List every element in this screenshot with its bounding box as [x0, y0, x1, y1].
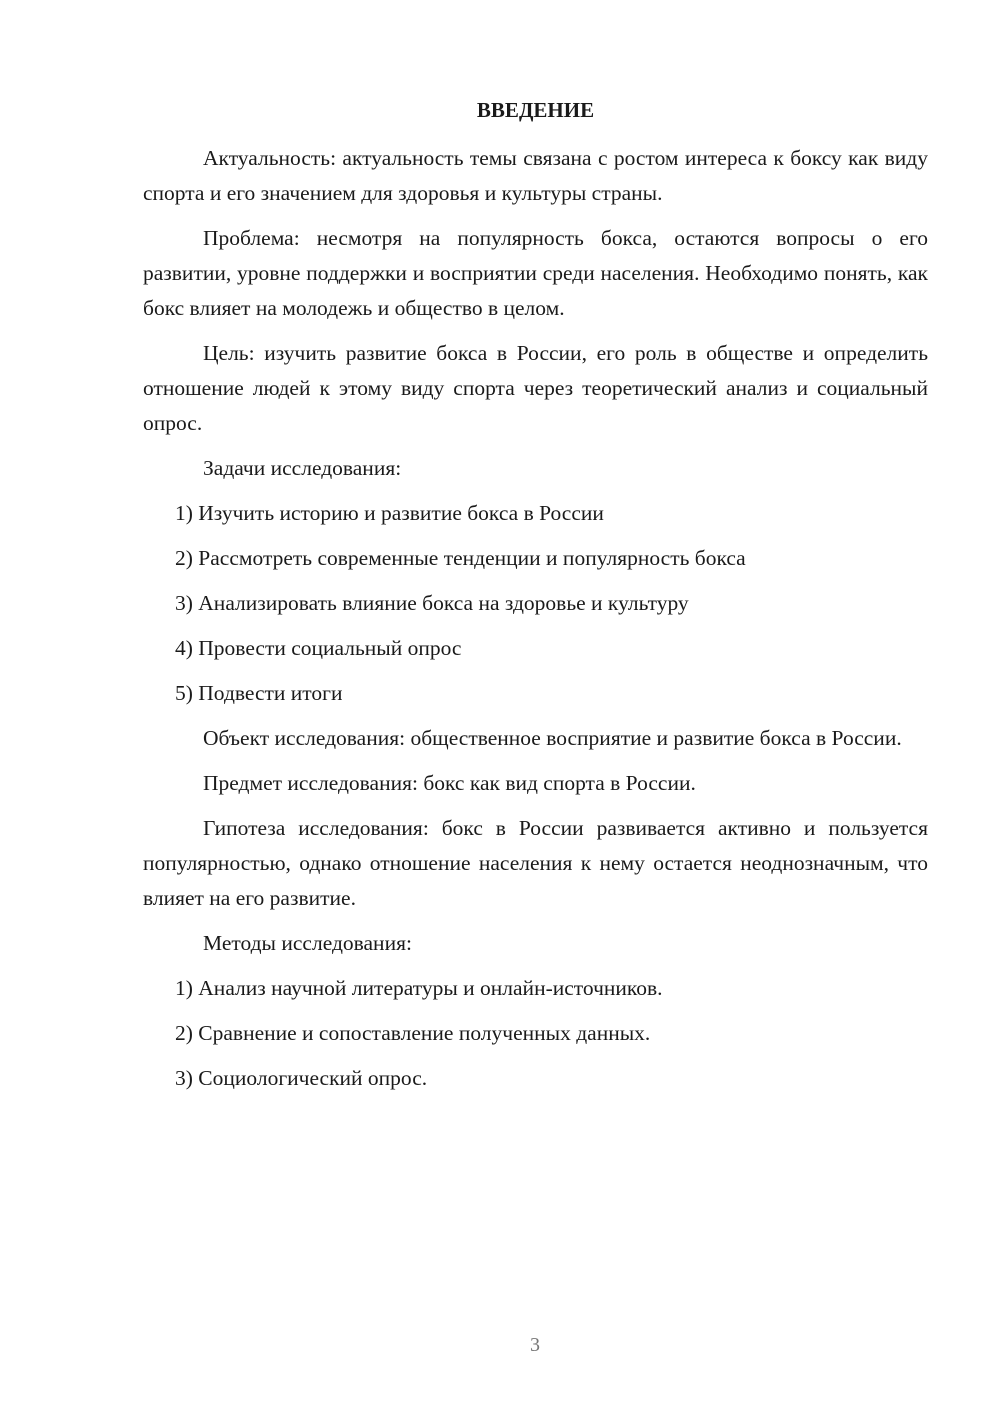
hypothesis-paragraph: Гипотеза исследования: бокс в России развивается активно и пользуется популярностью, однако отношение населения к нему остается неоднозначным, что влияет на его развитие.	[143, 816, 928, 910]
task-item: 5) Подвести итоги	[175, 681, 343, 705]
section-heading: ВВЕДЕНИЕ	[476, 98, 595, 122]
task-item: 3) Анализировать влияние бокса на здоровье и культуру	[175, 591, 689, 615]
methods-title: Методы исследования:	[203, 931, 412, 955]
subject-paragraph: Предмет исследования: бокс как вид спорта в России.	[203, 771, 696, 795]
task-item: 1) Изучить историю и развитие бокса в России	[175, 501, 604, 525]
relevance-paragraph: Актуальность: актуальность темы связана с ростом интереса к боксу как виду спорта и его значением для здоровья и культуры страны.	[143, 146, 928, 205]
tasks-title: Задачи исследования:	[203, 456, 402, 480]
method-item: 3) Социологический опрос.	[175, 1066, 428, 1090]
method-item: 1) Анализ научной литературы и онлайн-источников.	[175, 976, 663, 1000]
task-item: 2) Рассмотреть современные тенденции и популярность бокса	[175, 546, 746, 570]
problem-paragraph: Проблема: несмотря на популярность бокса, остаются вопросы о его развитии, уровне поддержки и восприятии среди населения. Необходимо понять, как бокс влияет на молодежь и общество в целом.	[143, 226, 928, 320]
goal-paragraph: Цель: изучить развитие бокса в России, его роль в обществе и определить отношение людей к этому виду спорта через теоретический анализ и социальный опрос.	[143, 341, 928, 435]
page-content	[143, 95, 928, 1106]
object-paragraph: Объект исследования: общественное восприятие и развитие бокса в России.	[203, 726, 902, 750]
task-item: 4) Провести социальный опрос	[175, 636, 462, 660]
method-item: 2) Сравнение и сопоставление полученных данных.	[175, 1021, 651, 1045]
page-number: 3	[530, 1334, 540, 1356]
